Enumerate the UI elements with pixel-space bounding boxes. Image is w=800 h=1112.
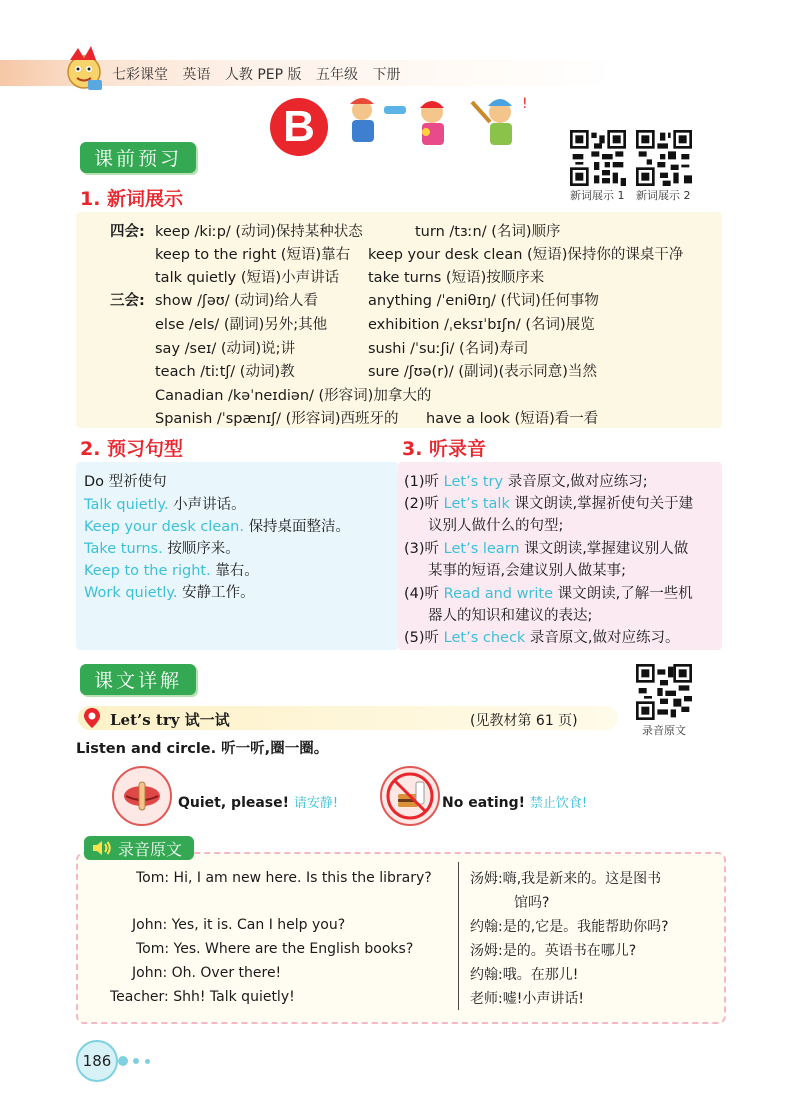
svg-text:!: !: [522, 96, 528, 112]
sentence-line: [84, 493, 246, 514]
listen-link[interactable]: Read and write: [443, 586, 554, 602]
vocab-item: turn /tɜːn/ (名词)顺序: [415, 224, 561, 240]
transcript-en-line: Tom: Yes. Where are the English books?: [136, 941, 414, 957]
option-no-eating[interactable]: [442, 792, 587, 811]
decorative-dot: [118, 1056, 128, 1066]
textbook-reference: (见教材第 61 页): [470, 713, 578, 729]
listen-prefix: (1)听: [404, 474, 444, 490]
vocab-item: Spanish /ˈspænɪʃ/ (形容词)西班牙的: [155, 411, 399, 427]
transcript-tag-label: 录音原文: [118, 839, 183, 859]
qr-code-icon[interactable]: [570, 130, 626, 186]
vocab-item: anything /ˈeniθɪŋ/ (代词)任何事物: [368, 293, 599, 309]
transcript-tag: [84, 836, 194, 860]
subject: 英语: [182, 67, 211, 83]
transcript-en-line: Teacher: Shh! Talk quietly!: [110, 989, 295, 1005]
listen-text: 课文朗读,掌握建议别人做: [519, 541, 689, 557]
four-skill-label: 四会:: [110, 224, 145, 240]
listen-text: 课文朗读,掌握祈使句关于建: [509, 496, 694, 512]
header-title: [112, 64, 410, 84]
listen-link[interactable]: Let’s check: [443, 630, 526, 646]
sentence-en: Take turns.: [84, 541, 163, 557]
listen-item: [404, 470, 648, 491]
listen-prefix: (2)听: [404, 496, 444, 512]
transcript-zh-line: 约翰:哦。在那儿!: [470, 967, 579, 983]
transcript-zh-line: 老师:嘘!小声讲话!: [470, 991, 584, 1007]
location-pin-icon: [82, 707, 102, 729]
listen-link[interactable]: Let’s learn: [443, 541, 520, 557]
cartoon-kids-illustration: [340, 92, 540, 156]
sentence-zh: 安静工作。: [182, 585, 255, 601]
transcript-zh-line: 馆吗?: [514, 895, 550, 911]
sentence-line: [84, 537, 240, 558]
part-letter-badge: B: [270, 98, 328, 156]
hush-icon[interactable]: [112, 766, 172, 826]
vocab-item: say /seɪ/ (动词)说;讲: [155, 341, 296, 357]
sentence-line: [84, 581, 255, 602]
sentence-zh: 小声讲话。: [173, 497, 246, 513]
preview-tag: 课前预习: [80, 142, 196, 173]
vocab-item: talk quietly (短语)小声讲话: [155, 270, 340, 286]
vocab-item: sushi /ˈsuːʃi/ (名词)寿司: [368, 341, 529, 357]
qr-code-icon[interactable]: [636, 130, 692, 186]
transcript-zh-line: 约翰:是的,它是。我能帮助你吗?: [470, 919, 669, 935]
listen-item: [404, 582, 693, 603]
instruction: Listen and circle. 听一听,圈一圈。: [76, 741, 329, 757]
section-listen-title: 3. 听录音: [402, 438, 487, 460]
sentence-intro: Do 型祈使句: [84, 474, 167, 490]
no-eating-icon[interactable]: [380, 766, 440, 826]
decorative-dot: [145, 1059, 150, 1064]
series-name: 七彩课堂: [112, 67, 168, 83]
sentence-zh: 按顺序来。: [167, 541, 240, 557]
listen-item: [404, 492, 693, 513]
listen-item-cont: 议别人做什么的句型;: [428, 518, 564, 534]
speaker-icon: [92, 840, 112, 856]
lets-try-title: Let’s try 试一试: [110, 711, 230, 729]
qr-caption-3: 录音原文: [642, 724, 686, 737]
listen-text: 录音原文,做对应练习;: [503, 474, 648, 490]
three-skill-label: 三会:: [110, 293, 145, 309]
transcript-zh-line: 汤姆:是的。英语书在哪儿?: [470, 943, 637, 959]
option-en: Quiet, please!: [178, 795, 290, 811]
section-new-words-title: 1. 新词展示: [80, 188, 184, 210]
sentence-en: Keep to the right.: [84, 563, 211, 579]
listen-item: [404, 626, 680, 647]
listen-item-cont: 某事的短语,会建议别人做某事;: [428, 563, 626, 579]
listen-text: 录音原文,做对应练习。: [525, 630, 680, 646]
transcript-divider: [458, 862, 459, 1010]
option-zh: 禁止饮食!: [529, 796, 588, 811]
mascot-icon: [58, 42, 110, 94]
vocab-item: sure /ʃʊə(r)/ (副词)(表示同意)当然: [368, 364, 597, 380]
vocab-item: have a look (短语)看一看: [426, 411, 599, 427]
transcript-en-line: John: Yes, it is. Can I help you?: [132, 917, 346, 933]
sentence-line: [84, 559, 259, 580]
sentence-zh: 靠右。: [215, 563, 259, 579]
listen-link[interactable]: Let’s talk: [443, 496, 510, 512]
vocab-item: exhibition /ˌeksɪˈbɪʃn/ (名词)展览: [368, 317, 595, 333]
lesson-tag: 课文详解: [80, 664, 196, 695]
section-sentences-title: 2. 预习句型: [80, 438, 184, 460]
option-quiet[interactable]: [178, 792, 338, 811]
option-en: No eating!: [442, 795, 526, 811]
transcript-en-line: Tom: Hi, I am new here. Is this the library?: [136, 870, 432, 886]
option-zh: 请安静!: [293, 796, 339, 811]
decorative-dot: [133, 1058, 139, 1064]
edition: 人教 PEP 版: [224, 67, 302, 83]
vocab-item: keep to the right (短语)靠右: [155, 247, 351, 263]
page-number: 186: [76, 1040, 118, 1082]
volume: 下册: [372, 67, 401, 83]
sentence-en: Talk quietly.: [84, 497, 169, 513]
vocab-item: take turns (短语)按顺序来: [368, 270, 545, 286]
listen-prefix: (5)听: [404, 630, 444, 646]
listen-item-cont: 器人的知识和建议的表达;: [428, 608, 593, 624]
vocab-item: show /ʃəʊ/ (动词)给人看: [155, 293, 319, 309]
vocab-item: Canadian /kəˈneɪdiən/ (形容词)加拿大的: [155, 388, 432, 404]
vocab-item: keep your desk clean (短语)保持你的课桌干净: [368, 247, 684, 263]
qr-caption-2: 新词展示 2: [636, 189, 691, 202]
vocab-item: teach /tiːtʃ/ (动词)教: [155, 364, 295, 380]
transcript-zh-line: 汤姆:嗨,我是新来的。这是图书: [470, 871, 662, 887]
qr-code-icon[interactable]: [636, 664, 692, 720]
qr-caption-1: 新词展示 1: [570, 189, 625, 202]
vocab-item: else /els/ (副词)另外;其他: [155, 317, 328, 333]
sentence-zh: 保持桌面整洁。: [248, 519, 351, 535]
transcript-en-line: John: Oh. Over there!: [132, 965, 282, 981]
sentence-en: Keep your desk clean.: [84, 519, 244, 535]
listen-text: 课文朗读,了解一些机: [553, 586, 693, 602]
listen-link[interactable]: Let’s try: [443, 474, 504, 490]
listen-item: [404, 537, 688, 558]
listen-prefix: (4)听: [404, 586, 444, 602]
sentence-line: [84, 515, 350, 536]
grade: 五年级: [316, 67, 358, 83]
sentence-en: Work quietly.: [84, 585, 178, 601]
vocab-item: keep /kiːp/ (动词)保持某种状态: [155, 224, 363, 240]
listen-prefix: (3)听: [404, 541, 444, 557]
